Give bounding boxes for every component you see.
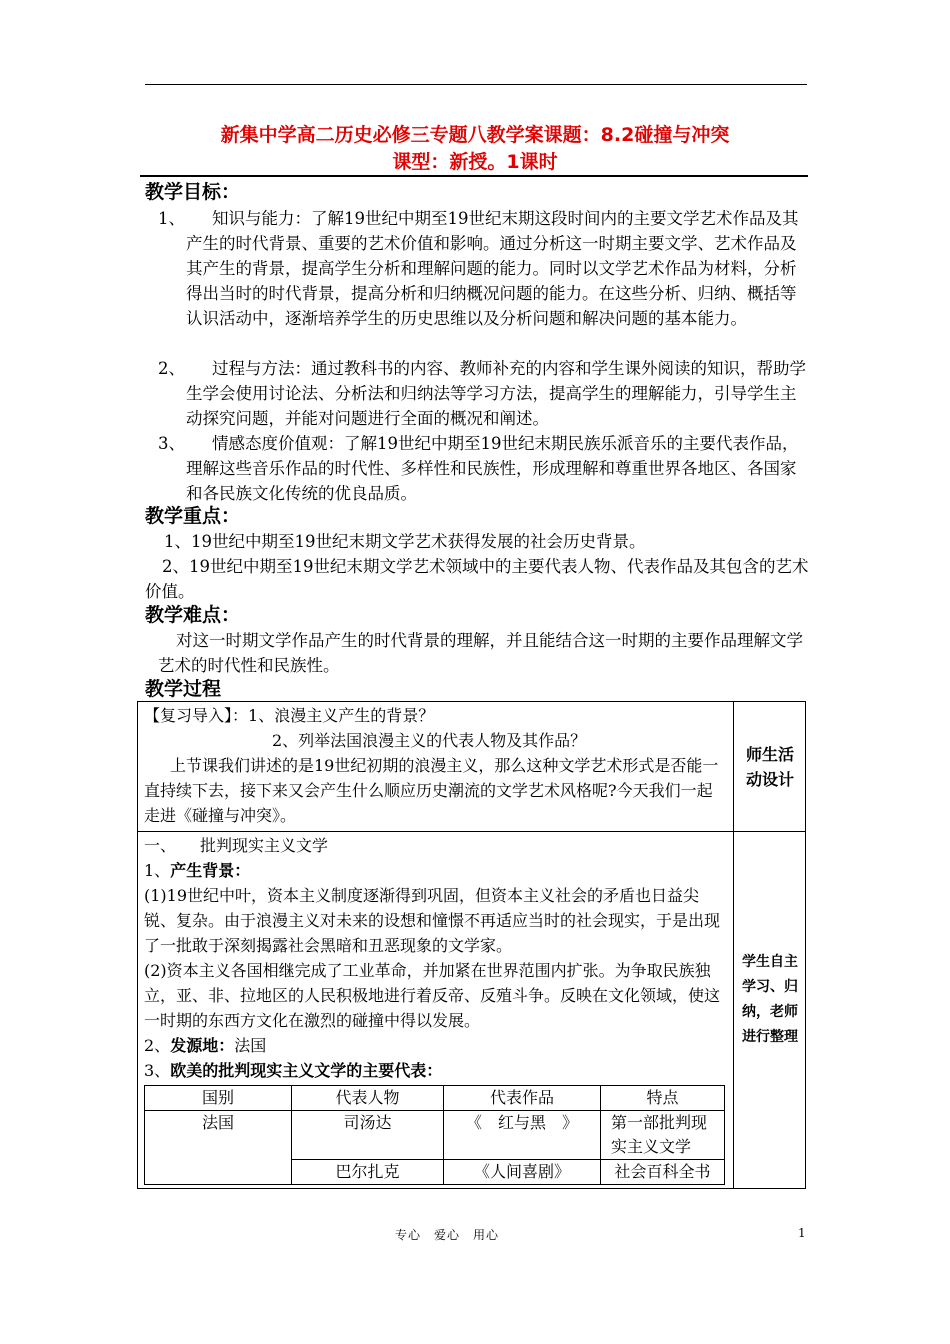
table-cell-person: 司汤达: [292, 1111, 444, 1160]
objective-number: 3、: [158, 434, 185, 453]
objectives-heading: 教学目标：: [145, 181, 241, 203]
section-cell: [138, 832, 734, 1189]
table-cell-country: 法国: [145, 1111, 292, 1185]
header-rule: [145, 84, 807, 85]
table-header-row: [145, 1086, 725, 1111]
origin-value: 法国: [234, 1036, 267, 1055]
key-point: 2、19世纪中期至19世纪末期文学艺术领域中的主要代表人物、代表作品及其包含的艺术价值。: [145, 557, 809, 601]
column-header: 特点: [601, 1086, 725, 1111]
intro-cell: [138, 702, 734, 832]
lesson-type: 课型：新授。1课时: [392, 151, 558, 173]
review-question: 1、浪漫主义产生的背景？: [248, 706, 435, 725]
objective-text: 过程与方法：通过教科书的内容、教师补充的内容和学生课外阅读的知识，帮助学生学会使用讨论法、分析法和归纳法等学习方法，提高学生的理解能力，引导学生主动探究问题，并能对问题进行全面的概况和阐述。: [186, 359, 806, 428]
representatives-label: 欧美的批判现实主义文学的主要代表：: [170, 1061, 443, 1080]
key-points-heading: 教学重点：: [145, 505, 241, 527]
process-table: [137, 701, 806, 1189]
document-title: 新集中学高二历史必修三专题八教学案课题：8.2碰撞与冲突: [220, 124, 730, 146]
objective-text: 情感态度价值观：了解19世纪中期至19世纪末期民族乐派音乐的主要代表作品，理解这些音乐作品的时代性、多样性和民族性，形成理解和尊重世界各地区、各国家和各民族文化传统的优良品质。: [186, 434, 799, 503]
side-header: 师生活动设计: [746, 744, 795, 789]
table-cell-person: 巴尔扎克: [292, 1160, 444, 1185]
review-question: 2、列举法国浪漫主义的代表人物及其作品？: [272, 731, 587, 750]
background-paragraph: (2)资本主义各国相继完成了工业革命，并加紧在世界范围内扩张。为争取民族独立，亚、非、拉地区的人民积极地进行着反帝、反殖斗争。反映在文化领域，使这一时期的东西方文化在激烈的碰撞中得以发展。: [144, 961, 721, 1030]
side-note: 学生自主学习、归纳，老师进行整理: [742, 954, 798, 1045]
difficulty-heading: 教学难点：: [145, 604, 241, 626]
title-rule: [140, 175, 808, 177]
section-title: 一、 批判现实主义文学: [144, 836, 329, 855]
intro-row: [138, 702, 806, 832]
representatives-table: [144, 1085, 725, 1185]
process-heading: 教学过程: [145, 678, 222, 700]
column-header: 代表作品: [444, 1086, 601, 1111]
section-row: [138, 832, 806, 1189]
side-header-cell: [734, 702, 806, 832]
page-number: 1: [798, 1226, 806, 1240]
table-cell-feature: 社会百科全书: [601, 1160, 725, 1185]
footer-slogan: 专心 爱心 用心: [395, 1228, 500, 1242]
section-number: 1、: [144, 861, 171, 880]
column-header: 代表人物: [292, 1086, 444, 1111]
key-point: 1、19世纪中期至19世纪末期文学艺术获得发展的社会历史背景。: [164, 532, 646, 551]
table-row: [145, 1111, 725, 1160]
side-note-cell: [734, 832, 806, 1189]
background-paragraph: (1)19世纪中叶，资本主义制度逐渐得到巩固，但资本主义社会的矛盾也日益尖锐、复杂。由于浪漫主义对未来的设想和憧憬不再适应当时的社会现实，于是出现了一批敢于深刻揭露社会黑暗和丑恶现象的文学家。: [144, 886, 721, 955]
section-number: 3、: [144, 1061, 171, 1080]
origin-label: 发源地：: [170, 1036, 235, 1055]
background-label: 产生背景：: [170, 861, 251, 880]
section-number: 2、: [144, 1036, 171, 1055]
intro-label: 【复习导入】：: [144, 706, 249, 725]
table-cell-feature: 第一部批判现实主义文学: [601, 1111, 725, 1160]
objective-number: 2、: [158, 359, 185, 378]
intro-paragraph: 上节课我们讲述的是19世纪初期的浪漫主义，那么这种文学艺术形式是否能一直持续下去，接下来又会产生什么顺应历史潮流的文学艺术风格呢?今天我们一起走进《碰撞与冲突》。: [144, 756, 719, 825]
column-header: 国别: [145, 1086, 292, 1111]
table-cell-work: 《 红与黑 》: [444, 1111, 601, 1160]
objective-number: 1、: [158, 209, 185, 228]
difficulty-text: 对这一时期文学作品产生的时代背景的理解，并且能结合这一时期的主要作品理解文学艺术的时代性和民族性。: [158, 631, 803, 675]
table-cell-work: 《人间喜剧》: [444, 1160, 601, 1185]
objective-text: 知识与能力：了解19世纪中期至19世纪末期这段时间内的主要文学艺术作品及其产生的时代背景、重要的艺术价值和影响。通过分析这一时期主要文学、艺术作品及其产生的背景，提高学生分析和理解问题的能力。同时以文学艺术作品为材料，分析得出当时的时代背景，提高分析和归纳概况问题的能力。在这些分析、归纳、概括等认识活动中，逐渐培养学生的历史思维以及分析问题和解决问题的基本能力。: [186, 209, 799, 328]
